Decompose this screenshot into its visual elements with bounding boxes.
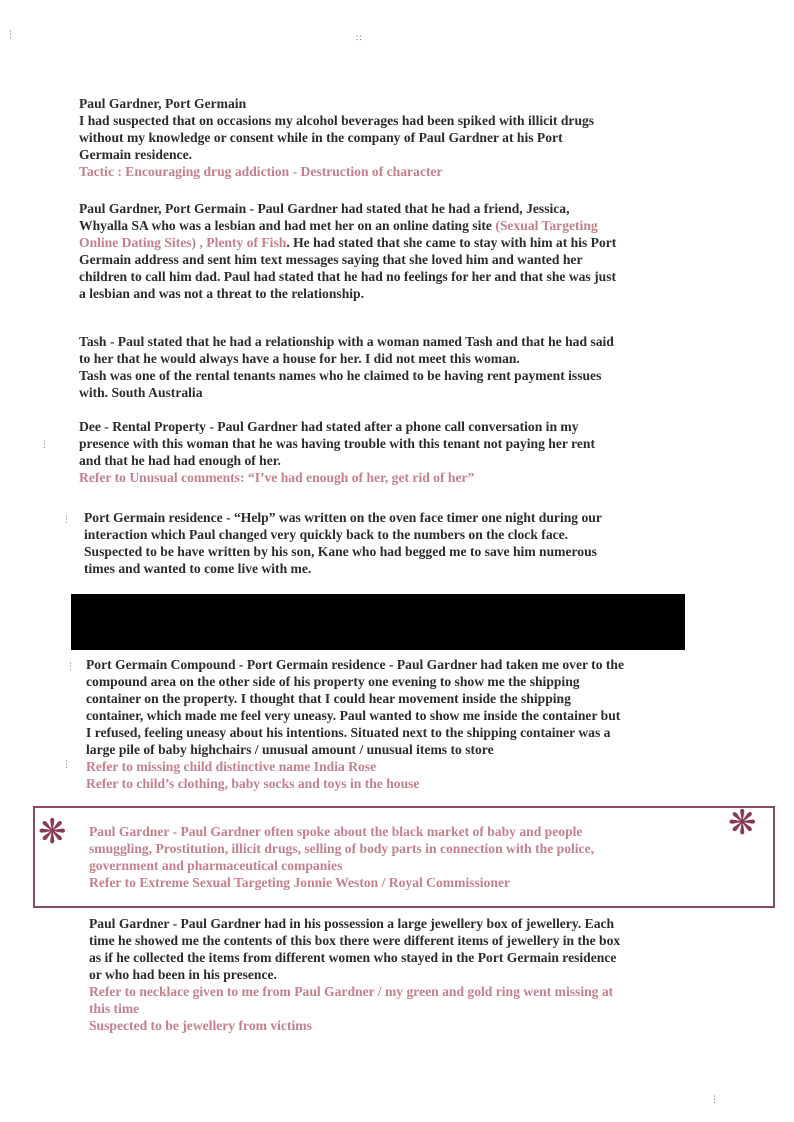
entry-text: Germain address and sent him text messages saying that she loved him and wanted her	[79, 252, 583, 267]
entry-annotation: Suspected to be jewellery from victims	[89, 1018, 312, 1033]
entry-dee	[79, 418, 719, 486]
scan-speck: ⋮	[62, 760, 71, 770]
entry-drug-spiking	[79, 95, 719, 180]
entry-text: Suspected to be have written by his son, Kane who had begged me to save him numerous	[84, 544, 597, 559]
entry-text: without my knowledge or consent while in the company of Paul Gardner at his Port	[79, 130, 563, 145]
entry-text: Port Germain Compound - Port Germain residence - Paul Gardner had taken me over to the	[86, 657, 625, 672]
entry-jewellery	[89, 915, 729, 1034]
inline-annotation: (Sexual Targeting	[495, 218, 598, 233]
scan-speck: ⋮	[66, 662, 75, 672]
entry-text: presence with this woman that he was having trouble with this tenant not paying her rent	[79, 436, 595, 451]
entry-text: to her that he would always have a house for her. I did not meet this woman.	[79, 351, 520, 366]
entry-annotation: Refer to Extreme Sexual Targeting Jonnie Weston / Royal Commissioner	[89, 875, 511, 890]
entry-text-mixed: Online Dating Sites) , Plenty of Fish. He had stated that she came to stay with him at his Port	[79, 235, 617, 250]
entry-text: with. South Australia	[79, 385, 203, 400]
entry-text: Paul Gardner - Paul Gardner often spoke about the black market of baby and people	[89, 824, 583, 839]
asterisk-mark-right-icon: ❋	[728, 803, 757, 843]
entry-annotation: Refer to Unusual comments: “I’ve had enough of her, get rid of her”	[79, 470, 475, 485]
entry-text: I had suspected that on occasions my alcohol beverages had been spiked with illicit drugs	[79, 113, 595, 128]
entry-text: container, which made me feel very uneasy. Paul wanted to show me inside the container but	[86, 708, 621, 723]
entry-text: a lesbian and was not a threat to the relationship.	[79, 286, 364, 301]
entry-text: compound area on the other side of his property one evening to show me the shipping	[86, 674, 580, 689]
entry-text: Paul Gardner, Port Germain - Paul Gardner had stated that he had a friend, Jessica,	[79, 201, 570, 216]
scan-speck: ⋮	[6, 30, 15, 40]
entry-annotation: Tactic : Encouraging drug addiction - Destruction of character	[79, 164, 443, 179]
entry-text-mixed: Whyalla SA who was a lesbian and had met her on an online dating site (Sexual Targeting	[79, 218, 598, 233]
entry-text: Dee - Rental Property - Paul Gardner had stated after a phone call conversation in my	[79, 419, 579, 434]
entry-text: Tash - Paul stated that he had a relationship with a woman named Tash and that he had said	[79, 334, 614, 349]
entry-oven-timer	[84, 509, 724, 577]
entry-text: Germain residence.	[79, 147, 193, 162]
entry-text: or who had been in his presence.	[89, 967, 277, 982]
entry-text: large pile of baby highchairs / unusual amount / unusual items to store	[86, 742, 494, 757]
inline-annotation: Online Dating Sites) , Plenty of Fish	[79, 235, 287, 250]
entry-heading: Paul Gardner, Port Germain	[79, 96, 247, 111]
entry-text: time he showed me the contents of this box there were different items of jewellery in the box	[89, 933, 621, 948]
entry-text: container on the property. I thought that I could hear movement inside the shipping	[86, 691, 571, 706]
entry-text: times and wanted to come live with me.	[84, 561, 312, 576]
entry-annotation: this time	[89, 1001, 140, 1016]
scan-speck: ⋮	[710, 1095, 719, 1105]
scan-speck: ∷	[356, 34, 362, 44]
entry-text: Tash was one of the rental tenants names who he claimed to be having rent payment issues	[79, 368, 602, 383]
entry-text: government and pharmaceutical companies	[89, 858, 343, 873]
entry-text: smuggling, Prostitution, illicit drugs, selling of body parts in connection with the police,	[89, 841, 595, 856]
entry-jessica	[79, 200, 719, 302]
entry-text: Port Germain residence - “Help” was written on the oven face timer one night during our	[84, 510, 602, 525]
redaction-bar	[71, 594, 685, 650]
entry-black-market	[89, 823, 729, 891]
entry-annotation: Refer to child’s clothing, baby socks and toys in the house	[86, 776, 420, 791]
entry-annotation: Refer to missing child distinctive name India Rose	[86, 759, 377, 774]
entry-text: Paul Gardner - Paul Gardner had in his possession a large jewellery box of jewellery. Each	[89, 916, 615, 931]
entry-text: as if he collected the items from different women who stayed in the Port Germain residence	[89, 950, 617, 965]
entry-text: children to call him dad. Paul had stated that he had no feelings for her and that she was just	[79, 269, 617, 284]
entry-text: and that he had had enough of her.	[79, 453, 281, 468]
scan-speck: ⋮	[62, 515, 71, 525]
scan-speck: ⋮	[40, 440, 49, 450]
asterisk-mark-left-icon: ❋	[38, 812, 67, 852]
entry-text: I refused, feeling uneasy about his intentions. Situated next to the shipping container was a	[86, 725, 611, 740]
entry-compound	[86, 656, 726, 792]
entry-annotation: Refer to necklace given to me from Paul Gardner / my green and gold ring went missing at	[89, 984, 614, 999]
entry-text: interaction which Paul changed very quickly back to the numbers on the clock face.	[84, 527, 569, 542]
entry-tash	[79, 333, 719, 401]
